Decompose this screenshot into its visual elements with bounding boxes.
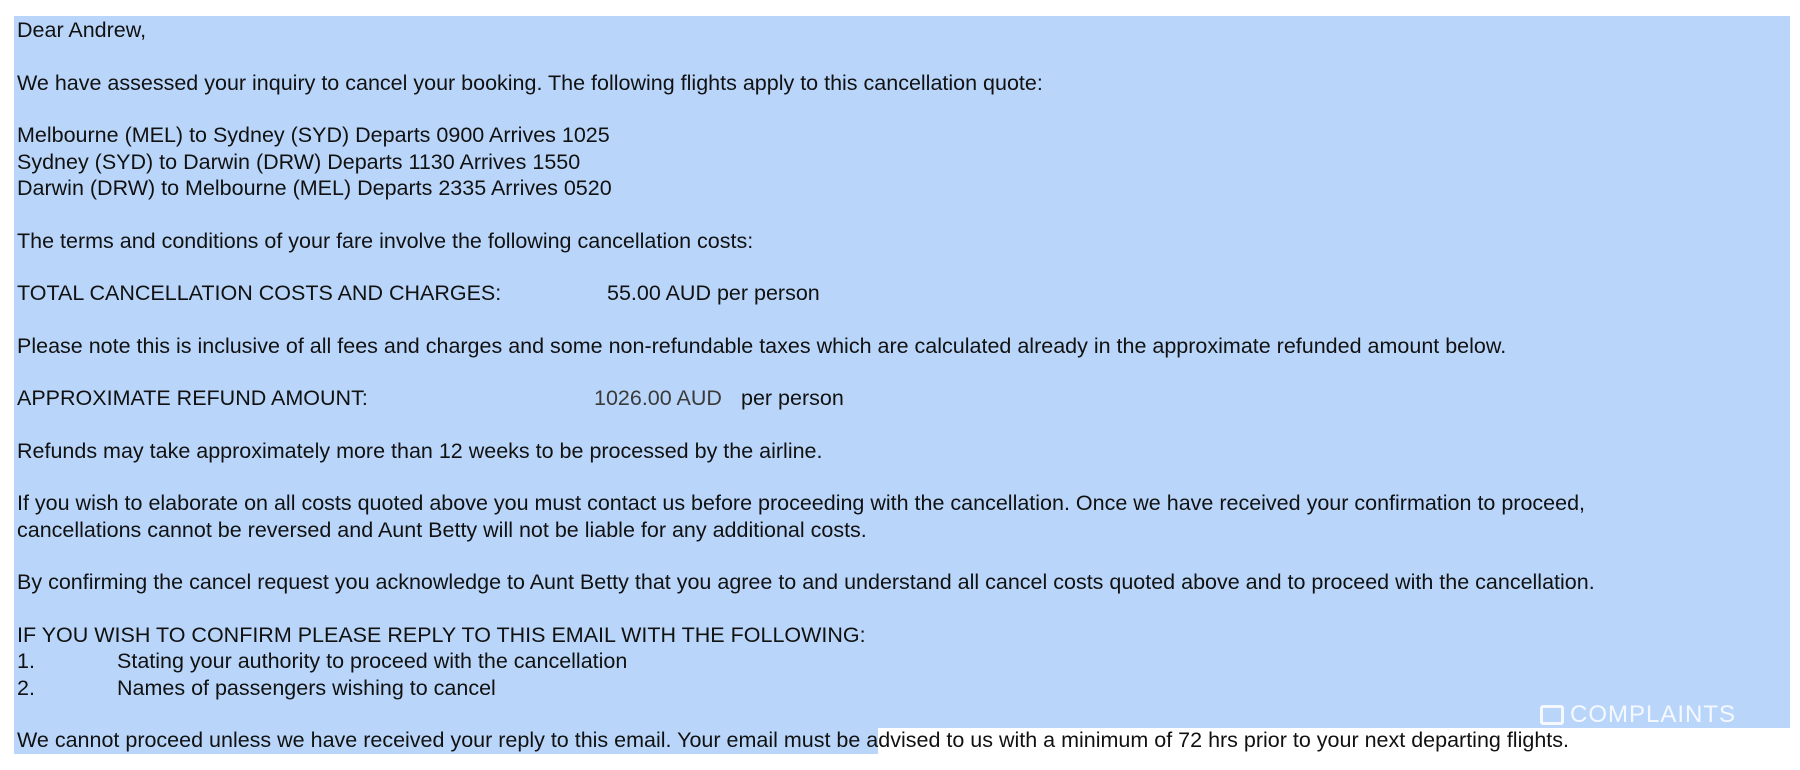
total-costs-label: TOTAL CANCELLATION COSTS AND CHARGES: — [17, 281, 502, 305]
list-text: Stating your authority to proceed with the cancellation — [117, 649, 628, 673]
elaborate-line-1: If you wish to elaborate on all costs quoted above you must contact us before proceeding with the cancellation. Once we have received your confirmation to proceed, — [17, 491, 1586, 515]
list-number: 2. — [17, 675, 35, 700]
refund-amount: 1026.00 AUD — [594, 386, 722, 410]
processing-note: Refunds may take approximately more than 12 weeks to be processed by the airline. — [17, 438, 823, 463]
intro-paragraph: We have assessed your inquiry to cancel your booking. The following flights apply to this cancellation quote: — [17, 70, 1043, 95]
total-costs-value: 55.00 AUD per person — [607, 281, 820, 305]
watermark-logo-icon — [1540, 705, 1564, 725]
total-costs-row — [17, 280, 1787, 307]
inclusive-note: Please note this is inclusive of all fees and charges and some non-refundable taxes which are calculated already in the approximate refunded amount below. — [17, 333, 1507, 358]
flight-line: Sydney (SYD) to Darwin (DRW) Departs 1130 Arrives 1550 — [17, 149, 581, 174]
refund-suffix: per person — [741, 386, 844, 410]
flight-line: Darwin (DRW) to Melbourne (MEL) Departs 2335 Arrives 0520 — [17, 176, 612, 200]
email-body — [17, 17, 1787, 754]
refund-label: APPROXIMATE REFUND AMOUNT: — [17, 386, 368, 410]
complaints-watermark — [1540, 702, 1736, 729]
refund-row — [17, 385, 1787, 412]
greeting: Dear Andrew, — [17, 18, 147, 42]
elaborate-line-2: cancellations cannot be reversed and Aunt Betty will not be liable for any additional costs. — [17, 517, 867, 542]
list-text: Names of passengers wishing to cancel — [117, 675, 496, 700]
confirm-list-item — [17, 675, 1787, 702]
final-note: We cannot proceed unless we have received your reply to this email. Your email must be advised to us with a minimum of 72 hrs prior to your next departing flights. — [17, 728, 1569, 752]
terms-intro: The terms and conditions of your fare involve the following cancellation costs: — [17, 228, 754, 253]
watermark-text: COMPLAINTS — [1570, 701, 1737, 728]
acknowledge-paragraph: By confirming the cancel request you acknowledge to Aunt Betty that you agree to and understand all cancel costs quoted above and to proceed with the cancellation. — [17, 570, 1595, 594]
list-number: 1. — [17, 649, 35, 673]
flight-line: Melbourne (MEL) to Sydney (SYD) Departs 0900 Arrives 1025 — [17, 123, 610, 147]
confirm-heading: IF YOU WISH TO CONFIRM PLEASE REPLY TO THIS EMAIL WITH THE FOLLOWING: — [17, 622, 866, 647]
confirm-list-item — [17, 648, 1787, 675]
